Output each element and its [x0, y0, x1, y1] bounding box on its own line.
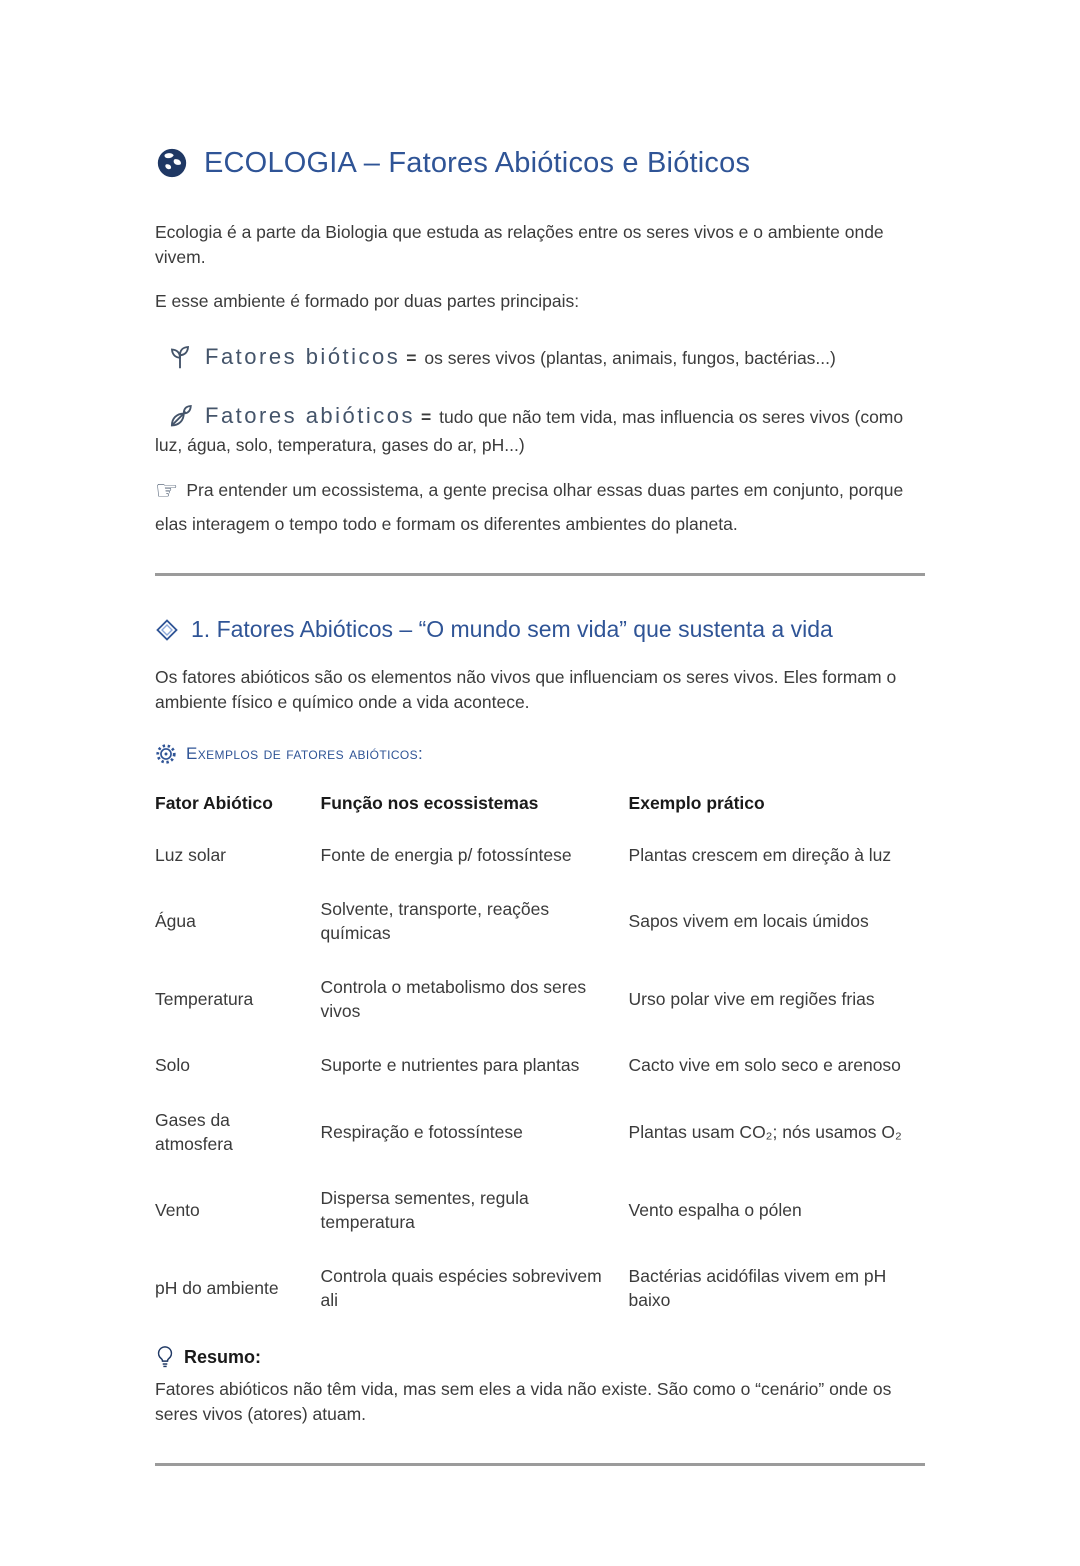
table-header-function: Função nos ecossistemas [320, 792, 539, 813]
table-cell: Gases da atmosfera [155, 1109, 233, 1154]
table-cell: Bactérias acidófilas vivem em pH baixo [628, 1266, 887, 1311]
table-row [155, 1093, 925, 1171]
pointing-hand-icon: ☞ [155, 475, 179, 506]
table-row [155, 1171, 925, 1249]
table-row [155, 1249, 925, 1327]
leaves-icon [165, 401, 195, 431]
table-cell: Plantas usam CO₂; nós usamos O₂ [628, 1121, 902, 1142]
table-cell: Respiração e fotossíntese [320, 1121, 523, 1142]
table-row [155, 882, 925, 960]
table-cell: Cacto vive em solo seco e arenoso [628, 1055, 901, 1076]
gear-icon [155, 743, 177, 765]
table-cell: Dispersa sementes, regula temperatura [320, 1187, 529, 1232]
equals-sign: = [421, 406, 432, 427]
intro-paragraph-1: Ecologia é a parte da Biologia que estuda as relações entre os seres vivos e o ambiente onde vivem. [155, 222, 884, 267]
table-header-example: Exemplo prático [628, 792, 765, 813]
table-cell: Temperatura [155, 989, 254, 1010]
section-1-heading [155, 616, 925, 643]
table-cell: Vento [155, 1199, 200, 1220]
summary-label-row [155, 1345, 925, 1369]
table-body [155, 828, 925, 1328]
ecosystem-note-text: Pra entender um ecossistema, a gente precisa olhar essas duas partes em conjunto, porque elas interagem o tempo todo e formam os diferentes ambientes do planeta. [155, 479, 904, 534]
page-title [155, 146, 925, 180]
table-header-row [155, 781, 925, 828]
table-cell: pH do ambiente [155, 1278, 279, 1299]
table-cell: Sapos vivem em locais úmidos [628, 910, 869, 931]
table-cell: Vento espalha o pólen [628, 1199, 802, 1220]
table-row [155, 1038, 925, 1092]
page-title-text: ECOLOGIA – Fatores Abióticos e Bióticos [204, 146, 751, 179]
section-1-body: Os fatores abióticos são os elementos não vivos que influenciam os seres vivos. Eles formam o ambiente físico e químico onde a vida acontece. [155, 667, 897, 712]
table-cell: Suporte e nutrientes para plantas [320, 1055, 580, 1076]
examples-heading-text: Exemplos de fatores abióticos: [186, 743, 424, 763]
biotic-factors-definition: os seres vivos (plantas, animais, fungos, bactérias...) [424, 347, 836, 368]
summary-body: Fatores abióticos não têm vida, mas sem eles a vida não existe. São como o “cenário” onde os seres vivos (atores) atuam. [155, 1379, 892, 1425]
intro-paragraph-2: E esse ambiente é formado por duas partes principais: [155, 290, 580, 311]
table-cell: Solo [155, 1055, 191, 1076]
table-cell: Plantas crescem em direção à luz [628, 844, 892, 865]
abiotic-factors-line [155, 399, 925, 458]
examples-heading [155, 743, 925, 765]
table-cell: Água [155, 910, 196, 931]
table-cell: Controla quais espécies sobrevivem ali [320, 1266, 602, 1311]
table-cell: Controla o metabolismo dos seres vivos [320, 977, 587, 1022]
biotic-factors-line [155, 340, 925, 373]
abiotic-factors-term: Fatores abióticos [205, 402, 416, 428]
globe-icon [155, 146, 189, 180]
table-row [155, 960, 925, 1038]
table-header-factor: Fator Abiótico [155, 792, 273, 813]
section-divider-bottom [155, 1463, 925, 1466]
equals-sign: = [406, 347, 417, 368]
section-1-heading-text: 1. Fatores Abióticos – “O mundo sem vida” que sustenta a vida [191, 616, 833, 643]
diamond-icon [155, 618, 179, 642]
summary-label-text: Resumo: [184, 1346, 262, 1367]
ecosystem-note [155, 472, 925, 537]
seedling-icon [165, 342, 195, 372]
table-cell: Luz solar [155, 844, 227, 865]
biotic-factors-term: Fatores bióticos [205, 343, 401, 369]
abiotic-factors-table [155, 781, 925, 1328]
table-row [155, 828, 925, 882]
table-cell: Solvente, transporte, reações químicas [320, 898, 550, 943]
abiotic-factors-definition: tudo que não tem vida, mas influencia os seres vivos (como luz, água, solo, temperatura, gases do ar, pH...) [155, 406, 904, 455]
section-divider-top [155, 573, 925, 576]
table-cell: Fonte de energia p/ fotossíntese [320, 844, 572, 865]
lightbulb-icon [155, 1345, 175, 1369]
table-cell: Urso polar vive em regiões frias [628, 989, 875, 1010]
